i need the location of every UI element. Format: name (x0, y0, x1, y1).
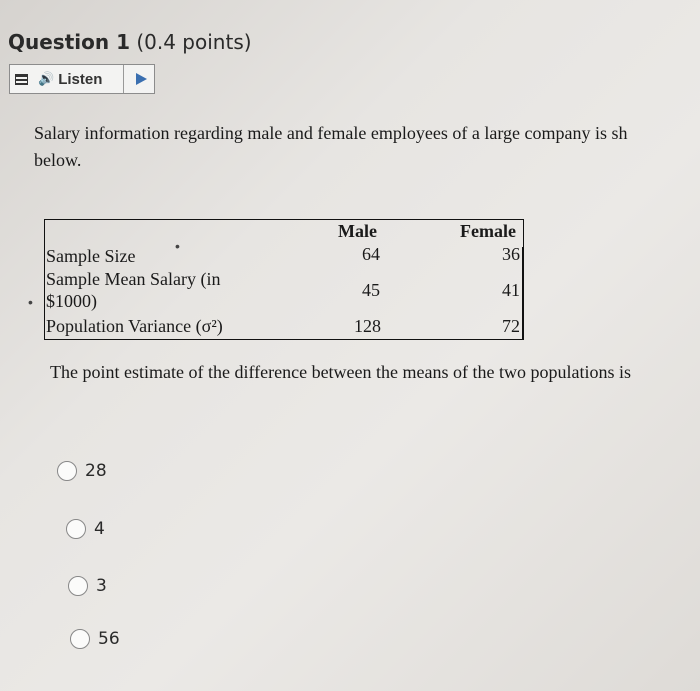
question-text: The point estimate of the difference between the means of the two populations is (50, 362, 631, 382)
male-mean-salary: 45 (362, 280, 380, 300)
female-population-variance: 72 (502, 316, 520, 336)
question-number: Question 1 (8, 30, 130, 54)
male-population-variance: 128 (354, 316, 381, 336)
listen-label[interactable]: Listen (58, 70, 103, 88)
question-header (8, 30, 252, 54)
listen-divider (123, 65, 124, 93)
option-label[interactable]: 3 (96, 576, 107, 596)
question-prompt (34, 120, 700, 174)
row-label-mean-salary-1: Sample Mean Salary (in (46, 269, 221, 289)
female-sample-size: 36 (502, 244, 520, 264)
female-mean-salary: 41 (502, 280, 520, 300)
header-male: Male (338, 221, 377, 241)
row-label-mean-salary-2: $1000) (46, 291, 97, 311)
option-label[interactable]: 4 (94, 519, 105, 539)
salary-table (44, 219, 524, 341)
row-label-population-variance: Population Variance (σ²) (46, 316, 223, 336)
option-label[interactable]: 28 (85, 461, 107, 481)
prompt-line-1: Salary information regarding male and female employees of a large company is sh (34, 123, 628, 143)
stray-dot: • (175, 238, 180, 254)
table-right-border (522, 247, 523, 339)
option-4[interactable] (66, 519, 105, 539)
play-icon[interactable] (136, 73, 147, 85)
header-female: Female (460, 221, 516, 241)
radio-button[interactable] (57, 461, 77, 481)
radio-button[interactable] (70, 629, 90, 649)
option-label[interactable]: 56 (98, 629, 120, 649)
question-points: (0.4 points) (136, 30, 252, 54)
option-28[interactable] (57, 461, 107, 481)
option-3[interactable] (68, 576, 107, 596)
prompt-line-2: below. (34, 150, 82, 170)
option-56[interactable] (70, 629, 120, 649)
radio-button[interactable] (66, 519, 86, 539)
stray-bullet: • (28, 294, 33, 310)
row-label-sample-size: Sample Size (46, 246, 136, 266)
listen-widget[interactable] (9, 64, 155, 94)
male-sample-size: 64 (362, 244, 380, 264)
radio-button[interactable] (68, 576, 88, 596)
speaker-icon: 🔊 (38, 71, 55, 86)
table-left-border (44, 247, 45, 339)
menu-icon[interactable] (10, 74, 32, 85)
